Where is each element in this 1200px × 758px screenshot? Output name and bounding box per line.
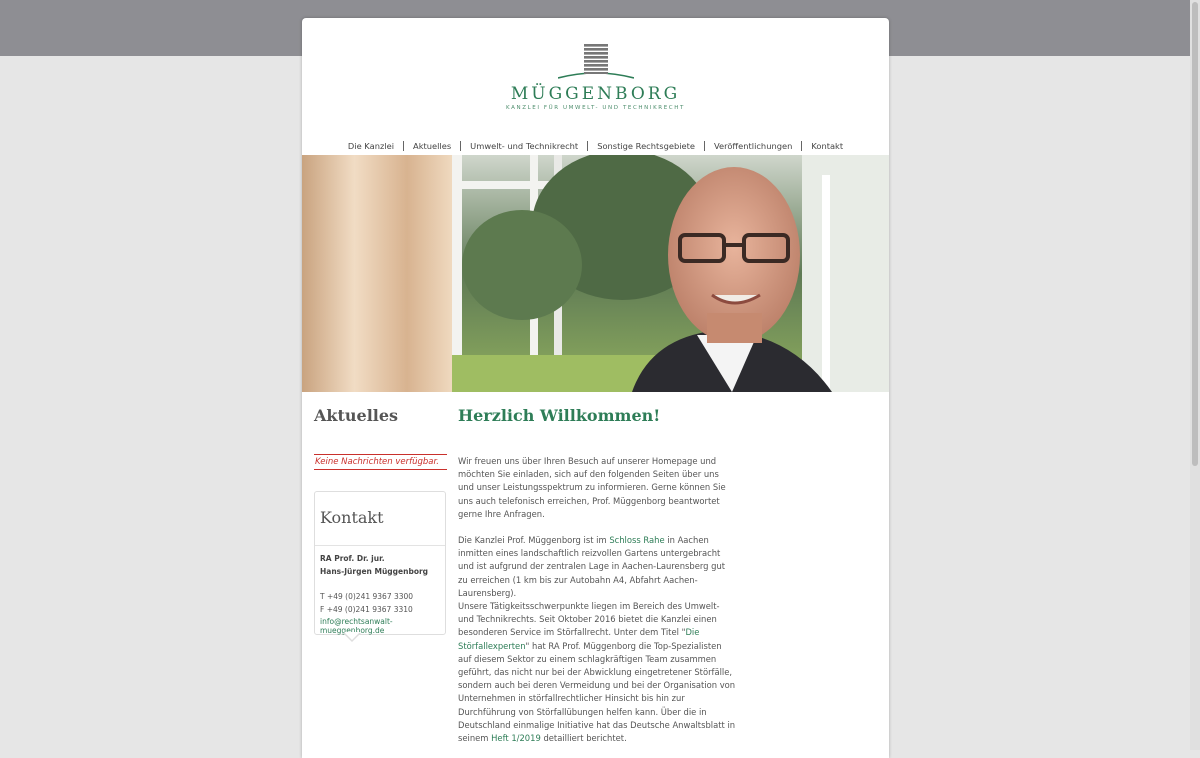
location-paragraph: [458, 534, 736, 600]
nav-item-veroeffentlichungen[interactable]: Veröffentlichungen: [713, 141, 793, 151]
nav-item-aktuelles[interactable]: Aktuelles: [413, 141, 452, 151]
heft-2019-link[interactable]: Heft 1/2019: [491, 733, 541, 744]
nav-item-sonstige-rechtsgebiete[interactable]: Sonstige Rechtsgebiete: [597, 141, 695, 151]
main-content: [458, 406, 736, 744]
contact-name-line1: RA Prof. Dr. jur.: [320, 554, 385, 563]
schloss-rahe-link[interactable]: Schloss Rahe: [609, 535, 665, 545]
contact-divider: [315, 545, 445, 546]
focus-paragraph: [458, 600, 736, 745]
contact-email-link[interactable]: info@rechtsanwalt-mueggenborg.de: [320, 617, 393, 635]
news-heading: Aktuelles: [314, 406, 399, 425]
nav-item-kontakt[interactable]: Kontakt: [811, 141, 844, 151]
brand-name: MÜGGENBORG: [510, 84, 681, 104]
news-empty-notice: Keine Nachrichten verfügbar.: [314, 454, 447, 470]
intro-paragraph: Wir freuen uns über Ihren Besuch auf unserer Homepage und möchten Sie einladen, sich auf den folgenden Seiten über uns und unser Leistungsspektrum zu informieren. Gerne können Sie uns auch telefonisch erreichen, Prof. Müggenborg beantwortet gerne Ihre Anfragen.: [458, 456, 726, 519]
location-text-end: in Aachen inmitten eines landschaftlich reizvollen Gartens untergebracht und ist aufgrund der zentralen Lage in Aachen-Laurensberg gut zu erreichen (1 km bis zur Autobahn A4, Abfahrt Aachen-Laurensberg).: [458, 535, 726, 598]
welcome-heading: Herzlich Willkommen!: [458, 406, 661, 425]
contact-heading: Kontakt: [320, 508, 384, 527]
contact-fax: F +49 (0)241 9367 3310: [320, 605, 413, 614]
nav-item-die-kanzlei[interactable]: Die Kanzlei: [347, 141, 395, 151]
nav-item-umwelt-und-technikrecht[interactable]: Umwelt- und Technikrecht: [470, 141, 579, 151]
page-scrollbar[interactable]: [1190, 0, 1200, 750]
focus-text-start: Unsere Tätigkeitsschwerpunkte liegen im Bereich des Umwelt- und Technikrechts. Seit Oktober 2016 bietet die Kanzlei einen besonderen Service im Störfallrecht. Unter dem Titel ": [458, 601, 720, 638]
sidebar: [314, 406, 446, 635]
brand-tagline: KANZLEI FÜR UMWELT- UND TECHNIKRECHT: [506, 105, 685, 111]
location-text-start: Die Kanzlei Prof. Müggenborg ist im: [458, 535, 610, 545]
scrollbar-thumb[interactable]: [1192, 2, 1198, 466]
contact-card-pointer-fill: [344, 632, 360, 640]
site-logo[interactable]: [302, 18, 889, 118]
hero-photo: [302, 155, 889, 392]
focus-text-middle: " hat RA Prof. Müggenborg die Top-Spezialisten auf diesem Sektor zu einem schlagkräftigen Team zusammen geführt, das nicht nur bei der Abwicklung eingetretener Störfälle, sondern auch bei deren Vermeidung und bei der Organisation von Unternehmen in störfallrechtlicher Hinsicht bis hin zur Durchführung von Störfallübungen helfen kann. Über die in Deutschland einmalige Initiative hat das Deutsche Anwaltsblatt in seinem: [458, 640, 736, 744]
main-nav: [302, 138, 889, 154]
page-container: [302, 18, 889, 758]
stoerfallexperten-link[interactable]: Die Störfallexperten: [458, 627, 700, 651]
contact-phone: T +49 (0)241 9367 3300: [320, 592, 414, 601]
contact-card: [314, 491, 446, 635]
contact-name-line2: Hans-Jürgen Müggenborg: [320, 567, 429, 576]
building-logo-icon: [558, 42, 634, 82]
focus-text-end: detailliert berichtet.: [540, 733, 627, 744]
